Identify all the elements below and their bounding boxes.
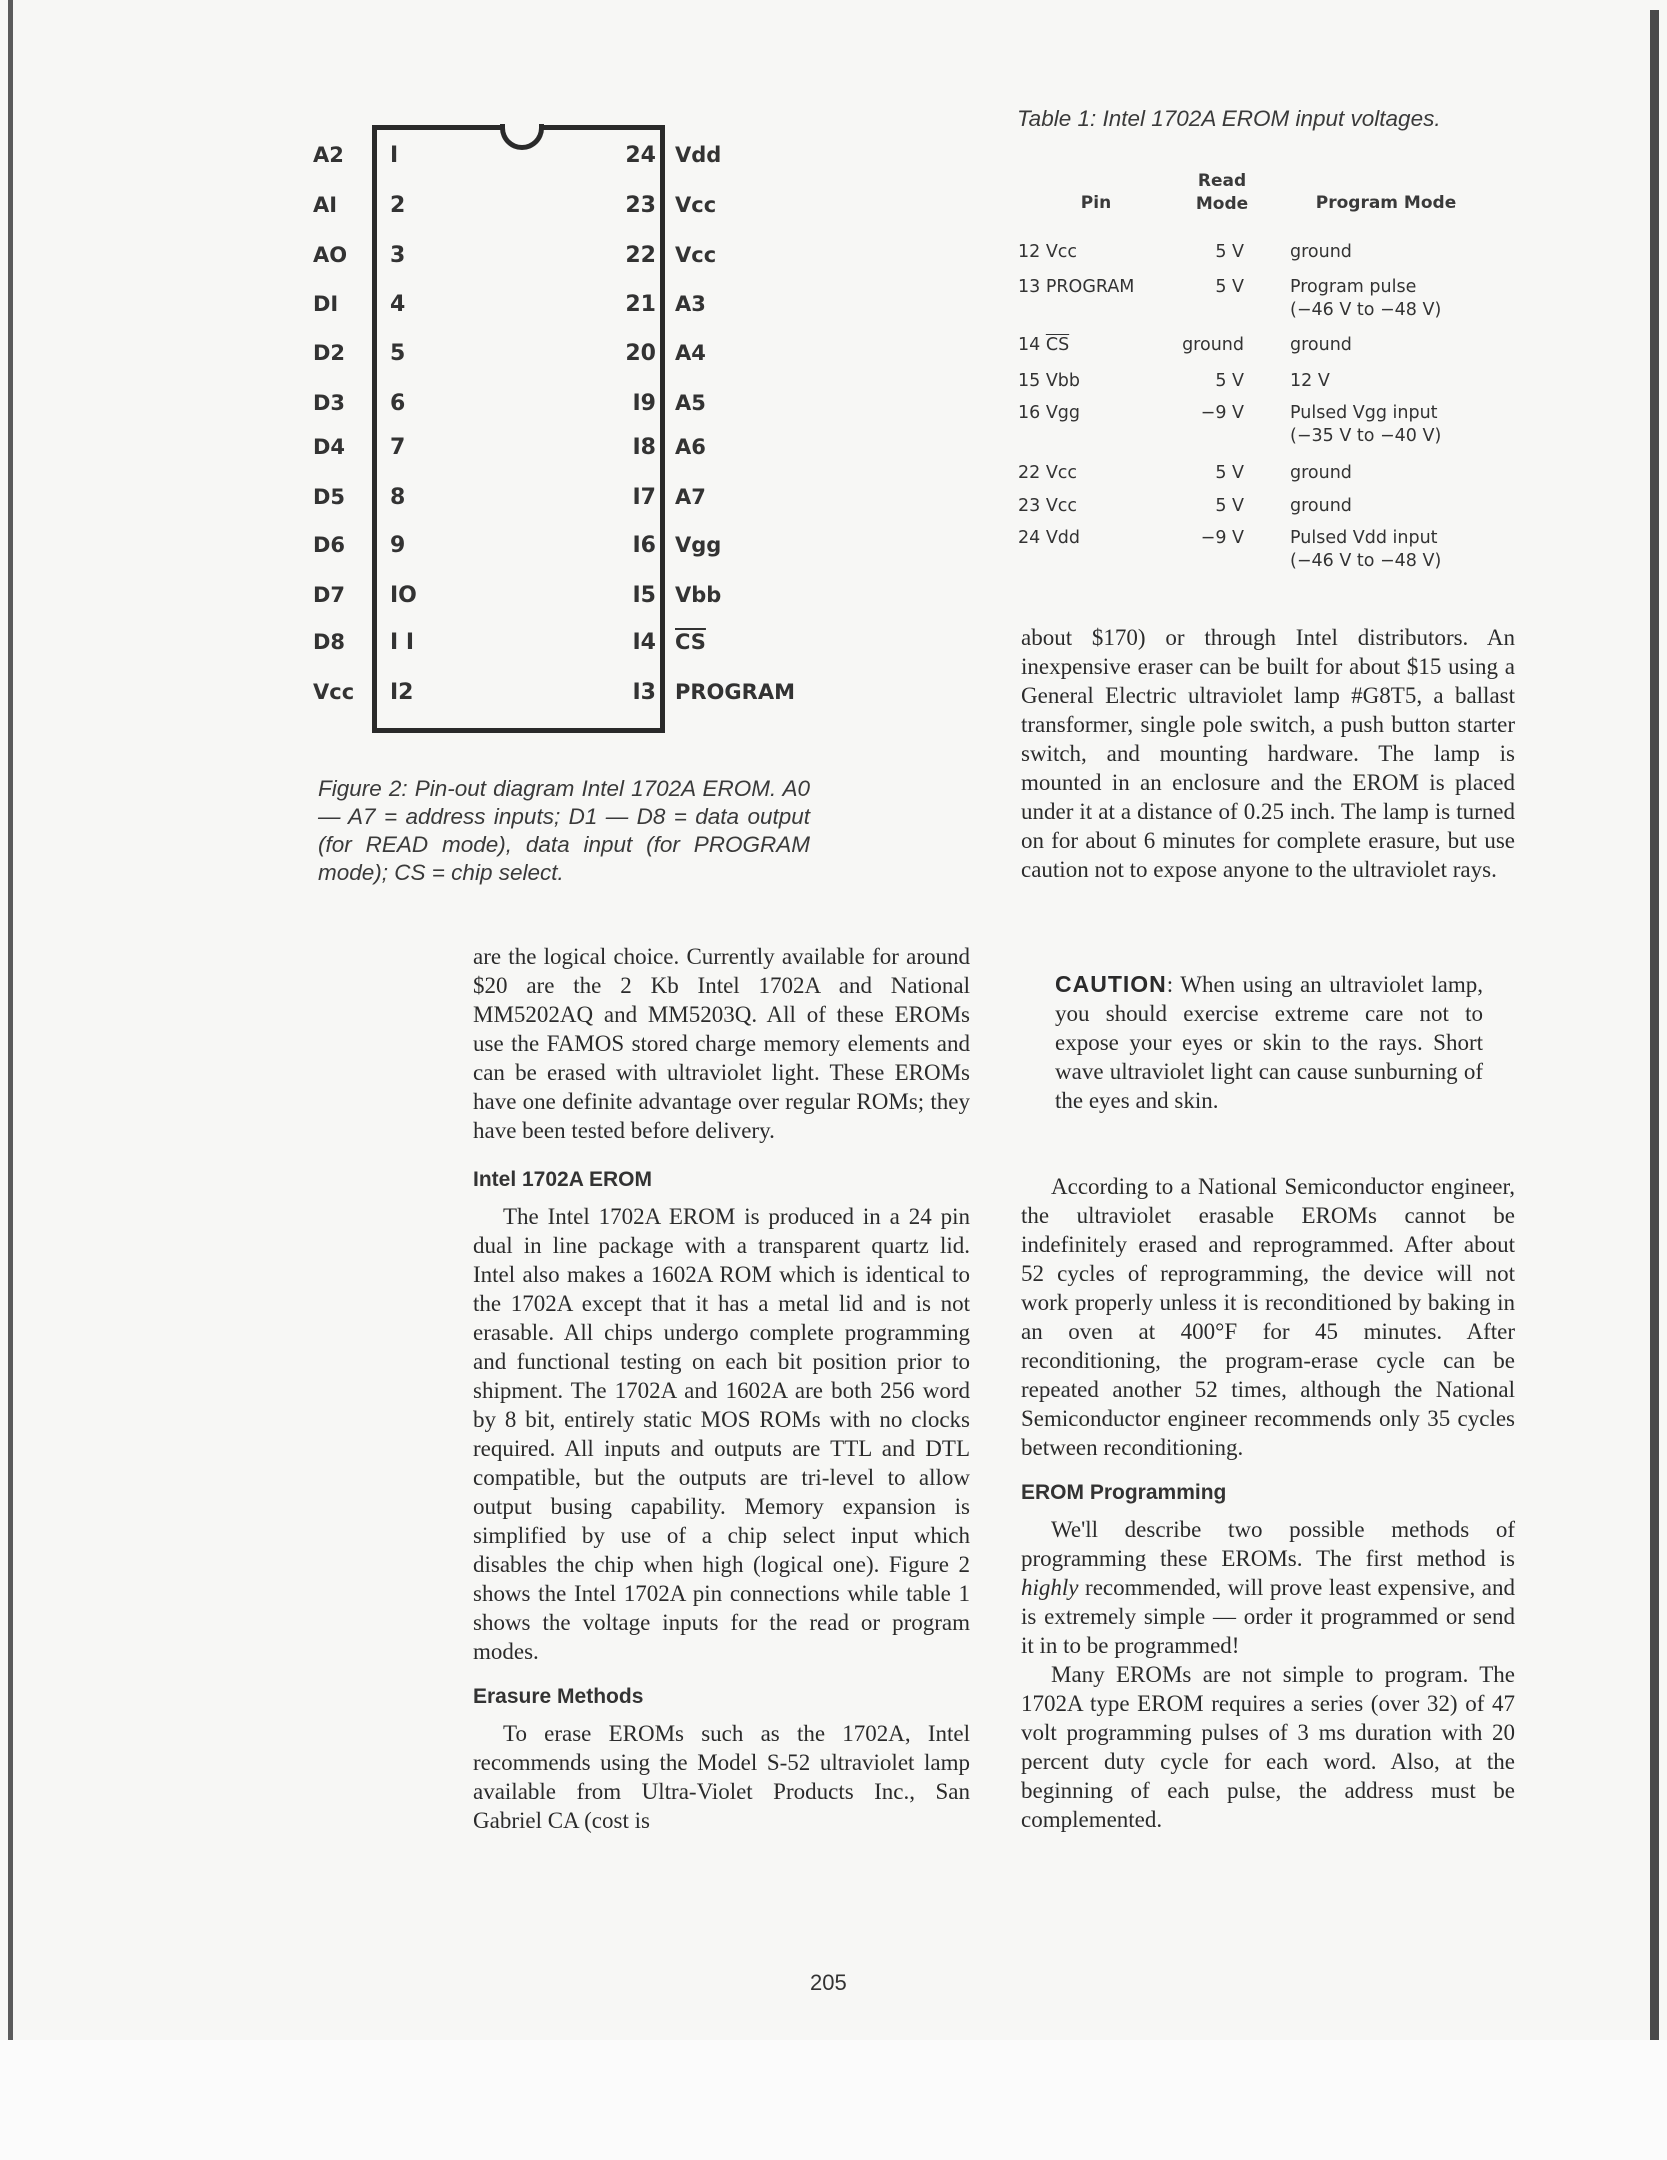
right-pin-number: I6 <box>632 533 656 558</box>
right-pin-label: A3 <box>675 292 706 316</box>
left-pin-label: D4 <box>313 435 346 459</box>
table-cell-pin: 16 Vgg <box>1018 403 1081 423</box>
table-cell-read: 5 V <box>1215 463 1244 483</box>
header-program-mode: Program Mode <box>1315 193 1457 213</box>
left-pin-number: 5 <box>390 341 406 366</box>
left-pin-number: 4 <box>390 292 406 317</box>
table-cell-pin: 14 $\overline{CS}$ <box>1018 335 1070 355</box>
paragraph: The Intel 1702A EROM is produced in a 24 pin dual in line package with a transparent quartz lid. Intel also makes a 1602A ROM which is identical to the 1702A except that it has a metal lid and is not erasable. All chips undergo complete programming and functional testing on each bit position prior to shipment. The 1702A and 1602A are both 256 word by 8 bit, entirely static MOS ROMs with no clocks required. All inputs and outputs are TTL and DTL compatible, but the outputs are tri-level to allow output busing capability. Memory expansion is simplified by use of a chip select input which disables the chip when high (logical one). Figure 2 shows the Intel 1702A pin connections while table 1 shows the voltage inputs for the read or program modes. <box>473 1204 970 1664</box>
table-cell-read: −9 V <box>1200 528 1244 548</box>
emphasis: highly <box>1021 1575 1079 1600</box>
paragraph: Many EROMs are not simple to program. The 1702A type EROM requires a series (over 32) of 47 volt programming pulses of 3 ms duration with 20 percent duty cycle for each word. Also, at the beginning of each pulse, the address must be complemented. <box>1021 1662 1515 1832</box>
left-pin-label: D7 <box>313 583 346 607</box>
paragraph: about $170) or through Intel distributors. An inexpensive eraser can be built for about $15 using a General Electric ultraviolet lamp #G8T5, a ballast transformer, single pole switch, a push button starter switch, and mounting hardware. The lamp is mounted in an enclosure and the EROM is placed under it at a distance of 0.25 inch. The lamp is turned on for about 6 minutes for complete erasure, but use caution not to expose anyone to the ultraviolet rays. <box>1021 625 1515 882</box>
caution-note <box>1055 970 1483 1115</box>
caution-label: CAUTION <box>1055 971 1167 997</box>
table-cell-program: 12 V <box>1290 371 1330 391</box>
left-pin-number: I <box>390 143 399 168</box>
table-title: Table 1: Intel 1702A EROM input voltages. <box>1017 106 1441 131</box>
left-pin-label: D6 <box>313 533 346 557</box>
right-pin-label: PROGRAM <box>675 680 795 704</box>
right-pin-number: 24 <box>625 143 656 168</box>
page-bottom-margin <box>0 2040 1667 2160</box>
section-heading-intel-1702a: Intel 1702A EROM <box>473 1168 652 1191</box>
table-cell-program: ground <box>1290 242 1352 262</box>
right-pin-label: Vcc <box>675 193 717 217</box>
table-cell-program-range: (−35 V to −40 V) <box>1290 426 1442 446</box>
table-cell-program: ground <box>1290 463 1352 483</box>
text-run: We'll describe two possible methods of programming these EROMs. The first method is <box>1021 1517 1515 1571</box>
table-cell-read: 5 V <box>1215 277 1244 297</box>
left-pin-label: AO <box>313 243 348 267</box>
table-cell-read: −9 V <box>1200 403 1244 423</box>
left-pin-number: 7 <box>390 435 406 460</box>
left-pin-number: 3 <box>390 243 406 268</box>
table-cell-pin: 15 Vbb <box>1018 371 1081 391</box>
left-pin-label: D2 <box>313 341 346 365</box>
right-pin-label: A6 <box>675 435 706 459</box>
left-column <box>473 942 970 1835</box>
table-cell-program: Pulsed Vdd input <box>1290 528 1438 548</box>
table-cell-program-range: (−46 V to −48 V) <box>1290 551 1442 571</box>
left-pin-label: D5 <box>313 485 346 509</box>
right-pin-label: Vdd <box>675 143 722 167</box>
right-pin-number: I7 <box>632 485 656 510</box>
right-pin-number: I3 <box>632 680 656 705</box>
left-pin-number: IO <box>390 583 417 608</box>
right-pin-number: 22 <box>625 243 656 268</box>
right-pin-label: Vgg <box>675 533 722 557</box>
right-pin-label: $\overline{CS}$ <box>675 630 706 654</box>
right-pin-number: I9 <box>632 391 656 416</box>
scan-edge-left <box>8 0 13 2040</box>
section-heading-erasure: Erasure Methods <box>473 1685 644 1708</box>
table-cell-program: ground <box>1290 496 1352 516</box>
right-pin-label: Vbb <box>675 583 722 607</box>
left-pin-label: D3 <box>313 391 346 415</box>
left-pin-number: 9 <box>390 533 406 558</box>
left-pin-number: I2 <box>390 680 414 705</box>
left-pin-number: 8 <box>390 485 406 510</box>
right-pin-label: Vcc <box>675 243 717 267</box>
left-pin-label: Vcc <box>313 680 355 704</box>
right-pin-number: 20 <box>625 341 656 366</box>
table-cell-pin: 23 Vcc <box>1018 496 1078 516</box>
table-cell-read: 5 V <box>1215 242 1244 262</box>
right-pin-number: I5 <box>632 583 656 608</box>
right-pin-label: A4 <box>675 341 706 365</box>
caution-text: : When using an ultraviolet lamp, you should exercise extreme care not to expose your eyes or skin to the rays. Short wave ultraviolet light can cause sunburning of the eyes and skin. <box>1055 972 1483 1113</box>
table-cell-read: ground <box>1182 335 1244 355</box>
header-read-line2: Mode <box>1195 194 1249 214</box>
table-cell-program: ground <box>1290 335 1352 355</box>
table-cell-read: 5 V <box>1215 496 1244 516</box>
figure-caption: Figure 2: Pin-out diagram Intel 1702A EROM. A0 — A7 = address inputs; D1 — D8 = data output (for READ mode), data input (for PROGRAM mode); CS = chip select. <box>318 776 810 885</box>
table-cell-program: Program pulse <box>1290 277 1417 297</box>
left-pin-label: AI <box>313 193 338 217</box>
right-pin-label: A7 <box>675 485 706 509</box>
table-cell-pin: 22 Vcc <box>1018 463 1078 483</box>
left-pin-number: I I <box>390 630 415 655</box>
table-cell-pin: 12 Vcc <box>1018 242 1078 262</box>
left-pin-label: DI <box>313 292 339 316</box>
table-cell-pin: 24 Vdd <box>1018 528 1081 548</box>
page-number: 205 <box>810 1970 847 1995</box>
paragraph: are the logical choice. Currently available for around $20 are the 2 Kb Intel 1702A and National MM5202AQ and MM5203Q. All of these EROMs use the FAMOS stored charge memory elements and can be erased with ultraviolet light. These EROMs have one definite advantage over regular ROMs; they have been tested before delivery. <box>473 944 970 1143</box>
table-cell-program-range: (−46 V to −48 V) <box>1290 300 1442 320</box>
right-column-bottom <box>1021 1172 1515 1834</box>
table-cell-program: Pulsed Vgg input <box>1290 403 1438 423</box>
paragraph <box>1021 1515 1515 1660</box>
left-pin-number: 6 <box>390 391 406 416</box>
header-pin: Pin <box>1080 193 1112 213</box>
table-cell-read: 5 V <box>1215 371 1244 391</box>
text-run: recommended, will prove least expensive, and is extremely simple — order it programmed or send it in to be programmed! <box>1021 1575 1515 1658</box>
right-column-top <box>1021 623 1515 884</box>
paragraph: According to a National Semiconductor engineer, the ultraviolet erasable EROMs cannot be indefinitely erased and reprogrammed. After about 52 cycles of reprogramming, the device will not work properly unless it is reconditioned by baking in an oven at 400°F for 45 minutes. After reconditioning, the program-erase cycle can be repeated another 52 times, although the National Semiconductor engineer recommends only 35 cycles between reconditioning. <box>1021 1174 1515 1460</box>
chip-notch <box>500 124 544 150</box>
left-pin-number: 2 <box>390 193 406 218</box>
right-pin-number: I8 <box>632 435 656 460</box>
table-cell-pin: 13 PROGRAM <box>1018 277 1135 297</box>
right-pin-number: I4 <box>632 630 656 655</box>
right-pin-number: 23 <box>625 193 656 218</box>
section-heading-programming: EROM Programming <box>1021 1481 1227 1504</box>
right-pin-number: 21 <box>625 292 656 317</box>
left-pin-label: D8 <box>313 630 346 654</box>
left-pin-label: A2 <box>313 143 344 167</box>
right-pin-label: A5 <box>675 391 706 415</box>
paragraph: To erase EROMs such as the 1702A, Intel recommends using the Model S-52 ultraviolet lamp available from Ultra-Violet Products Inc., San Gabriel CA (cost is <box>473 1721 970 1833</box>
header-read-line1: Read <box>1197 171 1247 191</box>
scan-edge-right <box>1650 10 1659 2040</box>
